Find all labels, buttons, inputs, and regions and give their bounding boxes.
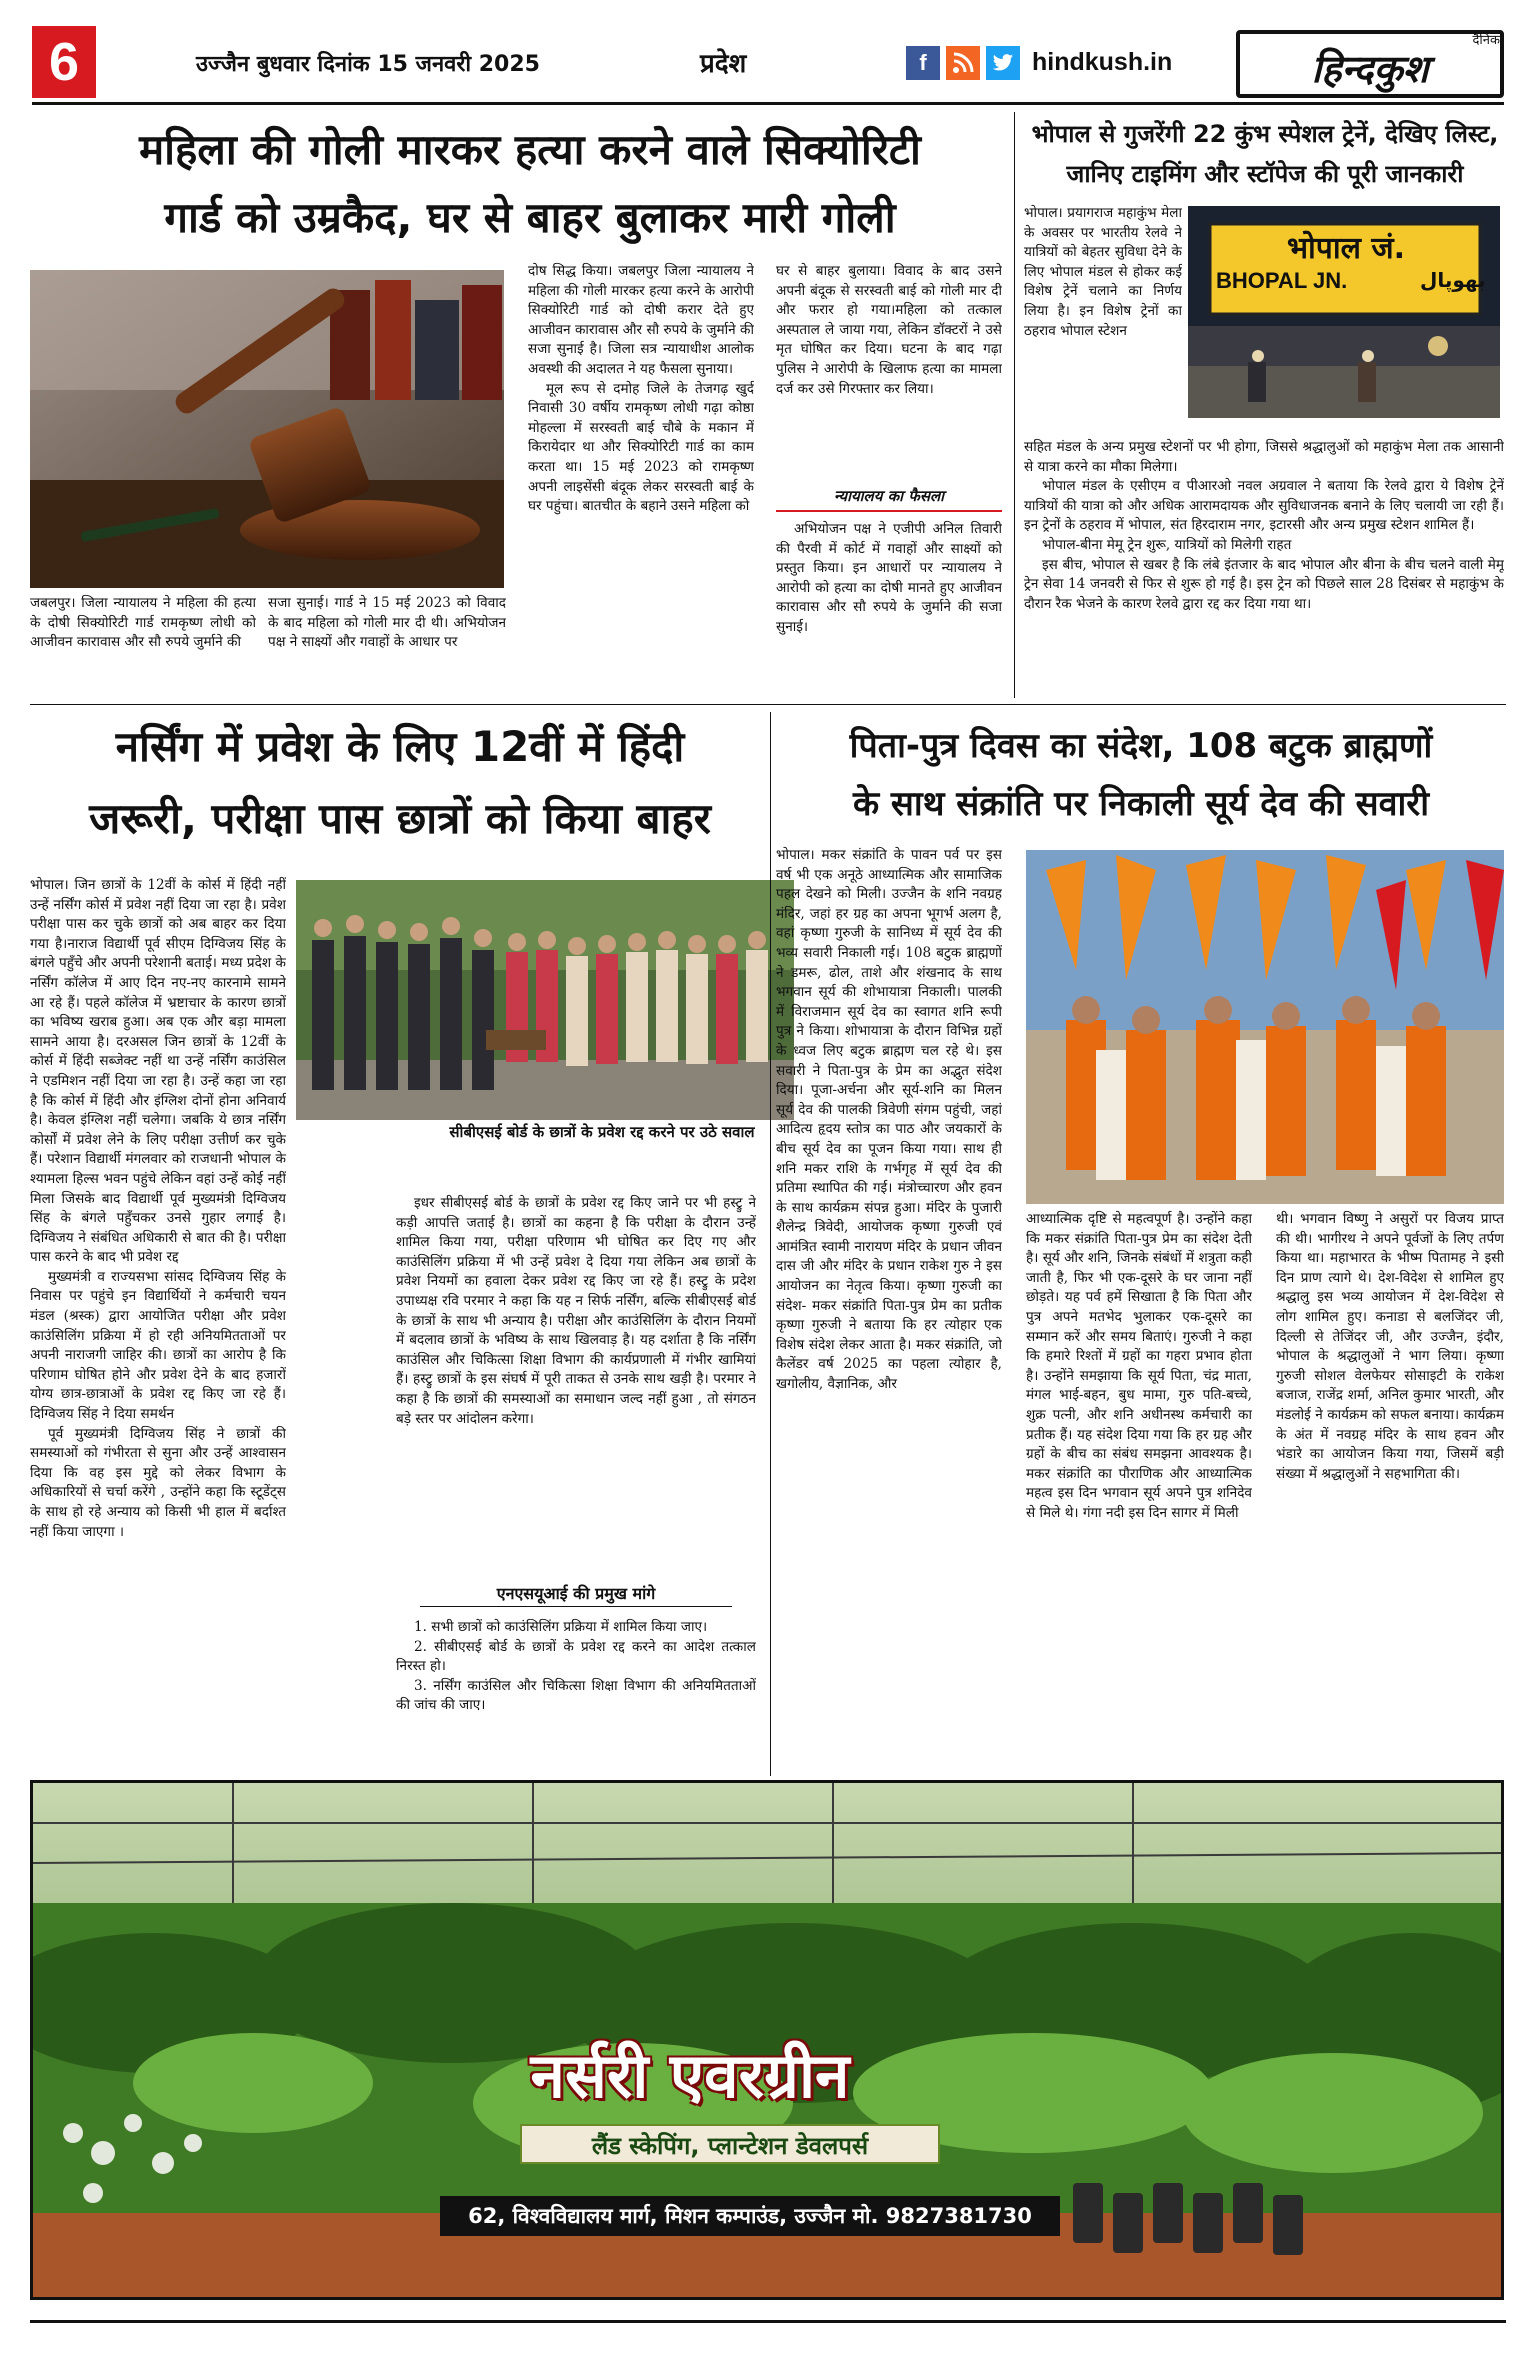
demand-item-3: 3. नर्सिंग काउंसिल और चिकित्सा शिक्षा विभाग की अनियमितताओं की जांच की जाए।	[396, 1677, 756, 1714]
story1-subhead-rule	[776, 510, 1002, 512]
logo-name: हिन्दकुश	[1311, 46, 1429, 91]
story2-body-para2: भोपाल मंडल के एसीएम व पीआरओ नवल अग्रवाल ने बताया कि रेलवे द्वारा ये विशेष ट्रेनें यात्रियों की यात्रा को और अधिक आरामदायक और सुविधाजनक बनाने के लिए चलायी जा रही हैं। इन ट्रेनों के ठहराव में भोपाल, संत हिरदाराम नगर, इटारसी और अन्य प्रमुख स्टेशन शामिल हैं।	[1024, 478, 1504, 534]
story1-col3	[528, 262, 754, 694]
facebook-icon[interactable]: f	[906, 46, 940, 80]
story3-col1	[30, 876, 286, 1766]
story2-body-para4: इस बीच, भोपाल से खबर है कि लंबे इंतजार के बाद भोपाल और बीना के बीच चलने वाली मेमू ट्रेन सेवा 14 जनवरी से फिर से शुरू हो गई है। इस ट्रेन को पिछले साल 28 दिसंबर से महाकुंभ के दौरान रैक भेजने के कारण रेलवे द्वारा रद्द कर दिया गया था।	[1024, 556, 1504, 612]
twitter-icon[interactable]	[986, 46, 1020, 80]
story4-col3: थी। भगवान विष्णु ने असुरों पर विजय प्राप्त की थी। भागीरथ ने अपने पूर्वजों के लिए तर्पण किया था। महाभारत के भीष्म पितामह ने इसी दिन प्राण त्यागे थे। देश-विदेश से शामिल हुए श्रद्धालु इस भव्य आयोजन में देश-विदेश से लोग शामिल हुए। कनाडा से बलजिंदर जी, दिल्ली से तेजिंदर जी, और उज्जैन, इंदौर, भोपाल के श्रद्धालुओं ने भाग लिया। कृष्णा गुरुजी सोशल वेलफेयर सोसाइटी के राकेश बजाज, राजेंद्र शर्मा, अनिल कुमार भारती, और मंडलोई ने कार्यक्रम को सफल बनाया। कार्यक्रम के अंत में नवग्रह मंदिर के साथ हवन और भंडारे का आयोजन किया गया, जिसमें बड़ी संख्या में श्रद्धालुओं ने सहभागिता की।	[1276, 1211, 1504, 1482]
story3-headline-line2: जरूरी, परीक्षा पास छात्रों को किया बाहर	[89, 794, 711, 843]
story3-col1-para1: भोपाल। जिन छात्रों के 12वीं के कोर्स में हिंदी नहीं उन्हें नर्सिंग कोर्स में प्रवेश नहीं दिया जा रहा है। प्रवेश परीक्षा पास कर चुके छात्रों को अब बाहर कर दिया गया है।नाराज विद्यार्थी पूर्व सीएम दिग्विजय सिंह के बंगले पहुँचे और अपनी परेशानी बताई। मध्य प्रदेश के नर्सिंग कॉलेज में आए दिन नए-नए कारनामे सामने आ रहे हैं। पहले कॉलेज में भ्रष्टाचार के कारण छात्रों का भविष्य खराब हुआ। अब एक और बड़ा मामला सामने आया है। दरअसल जिन छात्रों के 12वीं के कोर्स में हिंदी सब्जेक्ट नहीं था उन्हें नर्सिंग काउंसिल ने एडमिशन नहीं दिया जा रहा है। उन्हें कहा जा रहा है कि कोर्स में हिंदी और इंग्लिश दोनों होना अनिवार्य है। केवल इंग्लिश नहीं चलेगा। जबकि ये छात्र नर्सिंग कोर्सों में प्रवेश लेने के लिए परीक्षा उत्तीर्ण कर चुके हैं। परेशान विद्यार्थी मंगलवार को राजधानी भोपाल के श्यामला हिल्स भवन पहुंचे लेकिन वहां उन्हें कोई नहीं मिला जिसके बाद विद्यार्थी पूर्व मुख्यमंत्री दिग्विजय सिंह के बंगले पहुँचकर उनसे गुहार लगाई है। दिग्विजय ने संबंधित अधिकारी से बात की है। परीक्षा पास करने के बाद भी प्रवेश रद्द	[30, 877, 286, 1266]
story4-col1: भोपाल। मकर संक्रांति के पावन पर्व पर इस वर्ष भी एक अनूठे आध्यात्मिक और सामाजिक पहल देखने को मिली। उज्जैन के शनि नवग्रह मंदिर, जहां हर ग्रह का अपना भूगर्भ अलग है, वहां कृष्णा गुरुजी के सानिध्य में सूर्य देव की भव्य सवारी निकाली गई। 108 बटुक ब्राह्मणों ने डमरू, ढोल, ताशे और शंखनाद के साथ भगवान सूर्य की शोभायात्रा निकाली। पालकी में विराजमान सूर्य देव का स्वागत शनि रूपी पुत्र ने किया। शोभायात्रा के दौरान विभिन्न ग्रहों के ध्वज लिए बटुक ब्राह्मण चल रहे थे। इस सवारी ने पिता-पुत्र के प्रेम का अद्भुत संदेश दिया। पूजा-अर्चना और सूर्य-शनि का मिलन सूर्य देव की पालकी त्रिवेणी संगम पहुंची, जहां आदित्य हृदय स्तोत्र का पाठ और जयकारों के बीच सूर्य देव का पूजन किया गया। साथ ही शनि मकर राशि के गर्भगृह में सूर्य देव की प्रतिमा स्थापित की गई। मंत्रोच्चारण और हवन के साथ कार्यक्रम संपन्न हुआ। मंदिर के पुजारी शैलेन्द्र त्रिवेदी, आयोजक कृष्णा गुरुजी एवं आमंत्रित स्वामी नारायण मंदिर के प्रधान जीवन दास जी और मंदिर के प्रधान राकेश गुरु ने इस आयोजन का नेतृत्व किया। कृष्णा गुरुजी का संदेश- मकर संक्रांति पिता-पुत्र प्रेम का प्रतीक कृष्णा गुरुजी ने बताया कि हर त्योहार एक विशेष संदेश लेकर आता है। मकर संक्रांति, जो कैलेंडर वर्ष 2025 का पहला त्योहार है, खगोलीय, वैज्ञानिक, और	[776, 847, 1002, 1393]
website-url[interactable]: hindkush.in	[1032, 48, 1173, 76]
students-group-photo	[296, 880, 794, 1120]
students-photo-caption: सीबीएसई बोर्ड के छात्रों के प्रवेश रद्द करने पर उठे सवाल	[449, 1123, 755, 1141]
story4-col2: आध्यात्मिक दृष्टि से महत्वपूर्ण है। उन्होंने कहा कि मकर संक्रांति पिता-पुत्र प्रेम का संदेश देती है। सूर्य और शनि, जिनके संबंधों में शत्रुता कही जाती है, फिर भी एक-दूसरे के घर जाना नहीं छोड़ते। यह पर्व हमें सिखाता है कि पिता और पुत्र अपने मतभेद भुलाकर एक-दूसरे का सम्मान करें और समय बिताएं। गुरुजी ने कहा कि हमारे रिश्तों में ग्रहों का गहरा प्रभाव होता है। उन्होंने समझाया कि सूर्य पिता, चंद्र माता, मंगल भाई-बहन, बुध मामा, गुरु पति-बच्चे, शुक्र पत्नी, और शनि अधीनस्थ कर्मचारी का प्रतीक हैं। यह संदेश दिया गया कि हर ग्रह और ग्रहों के बीच का संबंध समझना आवश्यक है। मकर संक्रांति का पौराणिक और आध्यात्मिक महत्व इस दिन भगवान सूर्य अपने पुत्र शनिदेव से मिले थे। गंगा नदी इस दिन सागर में मिली	[1026, 1211, 1252, 1521]
rss-icon[interactable]	[946, 46, 980, 80]
ad-tagline: लैंड स्केपिंग, प्लान्टेशन डेवलपर्स	[520, 2124, 940, 2164]
story1-col2: सजा सुनाई। गार्ड ने 15 मई 2023 को विवाद के बाद महिला को गोली मार दी थी। अभियोजन पक्ष ने साक्ष्यों और गवाहों के आधार पर	[268, 595, 506, 651]
story2-headline-line2: जानिए टाइमिंग और स्टॉपेज की पूरी जानकारी	[1066, 160, 1464, 188]
story3-col2: इधर सीबीएसई बोर्ड के छात्रों के प्रवेश रद्द किए जाने पर भी हस्ट्रु ने कड़ी आपत्ति जताई है। छात्रों का कहना है कि परीक्षा के दौरान उन्हें शामिल किया गया, परीक्षा परिणाम भी घोषित कर दिए गए और काउंसिलिंग प्रक्रिया में भी उन्हें प्रवेश दे दिया गया लेकिन अब छात्रों के प्रवेश नियमों का हवाला देकर प्रवेश रद्द किए जा रहे हैं। हस्ट्रु के प्रदेश उपाध्यक्ष रवि परमार ने कहा कि यह न सिर्फ नर्सिंग, बल्कि सीबीएसई बोर्ड के छात्रों के साथ भी अन्याय है। परीक्षा और काउंसिलिंग के दौरान नियमों में बदलाव छात्रों के भविष्य के साथ खिलवाड़ है। यह दर्शाता है कि नर्सिंग काउंसिल और चिकित्सा शिक्षा विभाग की कार्यप्रणाली में गंभीर खामियां हैं। हस्ट्रु छात्रों के इस संघर्ष में पूरी ताकत से उनके साथ खड़ी है। परमार ने कहा है कि छात्रों की समस्याओं का समाधान जल्द नहीं हुआ , तो संगठन बड़े स्तर पर आंदोलन करेगा।	[396, 1195, 756, 1427]
dateline: उज्जैन बुधवार दिनांक 15 जनवरी 2025	[196, 52, 540, 77]
station-sign-english: BHOPAL JN.	[1216, 268, 1348, 293]
horizontal-divider-middle	[30, 704, 1506, 705]
page-number-text: 6	[48, 32, 80, 92]
page-bottom-rule	[30, 2320, 1506, 2323]
ad-address: 62, विश्वविद्यालय मार्ग, मिशन कम्पाउंड, उज्जैन मो. 9827381730	[440, 2196, 1060, 2236]
story3-col1-para3: पूर्व मुख्यमंत्री दिग्विजय सिंह ने छात्रों की समस्याओं को गंभीरता से सुना और उन्हें आश्वासन दिया कि वह इस मुद्दे को लेकर विभाग के अधिकारियों से चर्चा करेंगे , उन्होंने कहा कि स्टूडेंट्स के साथ हो रहे अन्याय को किसी भी हाल में बर्दाश्त नहीं किया जाएगा ।	[30, 1425, 286, 1540]
story4-headline-line1: पिता-पुत्र दिवस का संदेश, 108 बटुक ब्राह्मणों	[849, 726, 1433, 766]
station-sign-urdu: بھوپال	[1420, 268, 1486, 292]
story1-col3-para1: दोष सिद्ध किया। जबलपुर जिला न्यायालय ने महिला की गोली मारकर हत्या करने के आरोपी सिक्योरिटी गार्ड को दोषी करार देते हुए आजीवन कारावास और सौ रुपये के जुर्माने की सजा सुनाई है। जिला सत्र न्यायाधीश आलोक अवस्थी की अदालत ने यह फैसला सुनाया।	[528, 263, 754, 377]
demand-item-2: 2. सीबीएसई बोर्ड के छात्रों के प्रवेश रद्द करने का आदेश तत्काल निरस्त हो।	[396, 1638, 756, 1675]
vertical-divider-bottom	[770, 712, 771, 1776]
section-name: प्रदेश	[700, 49, 747, 79]
logo-daily-label: दैनिक	[1472, 33, 1500, 48]
gavel-photo	[30, 270, 504, 588]
masthead-rule	[32, 102, 1504, 105]
story1-verdict-text: अभियोजन पक्ष ने एजीपी अनिल तिवारी की पैरवी में कोर्ट में गवाहों और साक्ष्यों को प्रस्तुत किया। इन आधारों पर न्यायालय ने आरोपी को हत्या का दोषी मानते हुए आजीवन कारावास और सौ रुपये के जुर्माने की सजा सुनाई।	[776, 521, 1002, 635]
story1-col4: घर से बाहर बुलाया। विवाद के बाद उसने अपनी बंदूक से सरस्वती बाई को गोली मार दी और फरार हो गया।महिला को तत्काल अस्पताल ले जाया गया, लेकिन डॉक्टरों ने उसे मृत घोषित कर दिया। घटना के बाद गढ़ा पुलिस ने आरोपी के खिलाफ हत्या का मामला दर्ज कर उसे गिरफ्तार कर लिया।	[776, 263, 1002, 397]
vertical-divider-top	[1014, 112, 1015, 698]
story1-col3-para2: मूल रूप से दमोह जिले के तेजगढ़ खुर्द निवासी 30 वर्षीय रामकृष्ण लोधी गढ़ा कोष्ठा मोहल्ला में सरस्वती बाई चौबे के मकान में किरायेदार था और सिक्योरिटी गार्ड का काम करता था। 15 मई 2023 को रामकृष्ण अपनी लाइसेंसी बंदूक लेकर सरस्वती बाई के घर पहुंचा। बातचीत के बहाने उसने महिला को	[528, 380, 754, 515]
procession-photo	[1026, 850, 1504, 1204]
story3-col1-para2: मुख्यमंत्री व राज्यसभा सांसद दिग्विजय सिंह के निवास पर पहुंचे इन विद्यार्थियों ने कर्मचारी चयन मंडल (श्रस्क) द्वारा आयोजित परीक्षा और प्रवेश काउंसिलिंग प्रक्रिया में हो रही अनियमितताओं पर अपनी नाराजगी जाहिर की। छात्रों का आरोप है कि परिणाम घोषित होने और प्रवेश देने के बाद हजारों योग्य छात्र-छात्राओं के प्रवेश रद्द किए जा रहे हैं। दिग्विजय सिंह ने दिया समर्थन	[30, 1268, 286, 1423]
story2-body-para1: सहित मंडल के अन्य प्रमुख स्टेशनों पर भी होगा, जिससे श्रद्धालुओं को महाकुंभ मेला तक आसानी से यात्रा करने का मौका मिलेगा।	[1024, 439, 1504, 475]
station-sign-hindi: भोपाल जं.	[1286, 231, 1406, 266]
story2-col-left: भोपाल। प्रयागराज महाकुंभ मेला के अवसर पर भारतीय रेलवे ने यात्रियों को बेहतर सुविधा देने के लिए भोपाल मंडल से होकर कई विशेष ट्रेनें चलाने का निर्णय लिया है। इन विशेष ट्रेनों का ठहराव भोपाल स्टेशन	[1024, 205, 1182, 339]
demands-title: एनएसयूआई की प्रमुख मांगे	[496, 1584, 656, 1603]
demand-item-1: 1. सभी छात्रों को काउंसिलिंग प्रक्रिया में शामिल किया जाए।	[414, 1619, 708, 1635]
demands-title-rule	[420, 1606, 732, 1607]
story2-body	[1024, 438, 1504, 700]
story1-col1: जबलपुर। जिला न्यायालय ने महिला की हत्या के दोषी सिक्योरिटी गार्ड रामकृष्ण लोधी को आजीवन कारावास और सौ रुपये जुर्माने की	[30, 595, 256, 651]
story4-headline-line2: के साथ संक्रांति पर निकाली सूर्य देव की सवारी	[852, 784, 1430, 824]
story3-headline-line1: नर्सिंग में प्रवेश के लिए 12वीं में हिंदी	[115, 722, 685, 771]
story1-subhead: न्यायालय का फैसला	[833, 487, 945, 505]
demands-list	[396, 1618, 756, 1768]
ad-title: नर्सरी एवरग्रीन	[530, 2039, 850, 2112]
story2-headline-line1: भोपाल से गुजरेंगी 22 कुंभ स्पेशल ट्रेनें, देखिए लिस्ट,	[1031, 120, 1499, 148]
story2-body-para3: भोपाल-बीना मेमू ट्रेन शुरू, यात्रियों को मिलेगी राहत	[1042, 536, 1292, 553]
story1-headline-line1: महिला की गोली मारकर हत्या करने वाले सिक्योरिटी	[139, 125, 921, 174]
story1-headline-line2: गार्ड को उम्रकैद, घर से बाहर बुलाकर मारी गोली	[164, 193, 896, 242]
